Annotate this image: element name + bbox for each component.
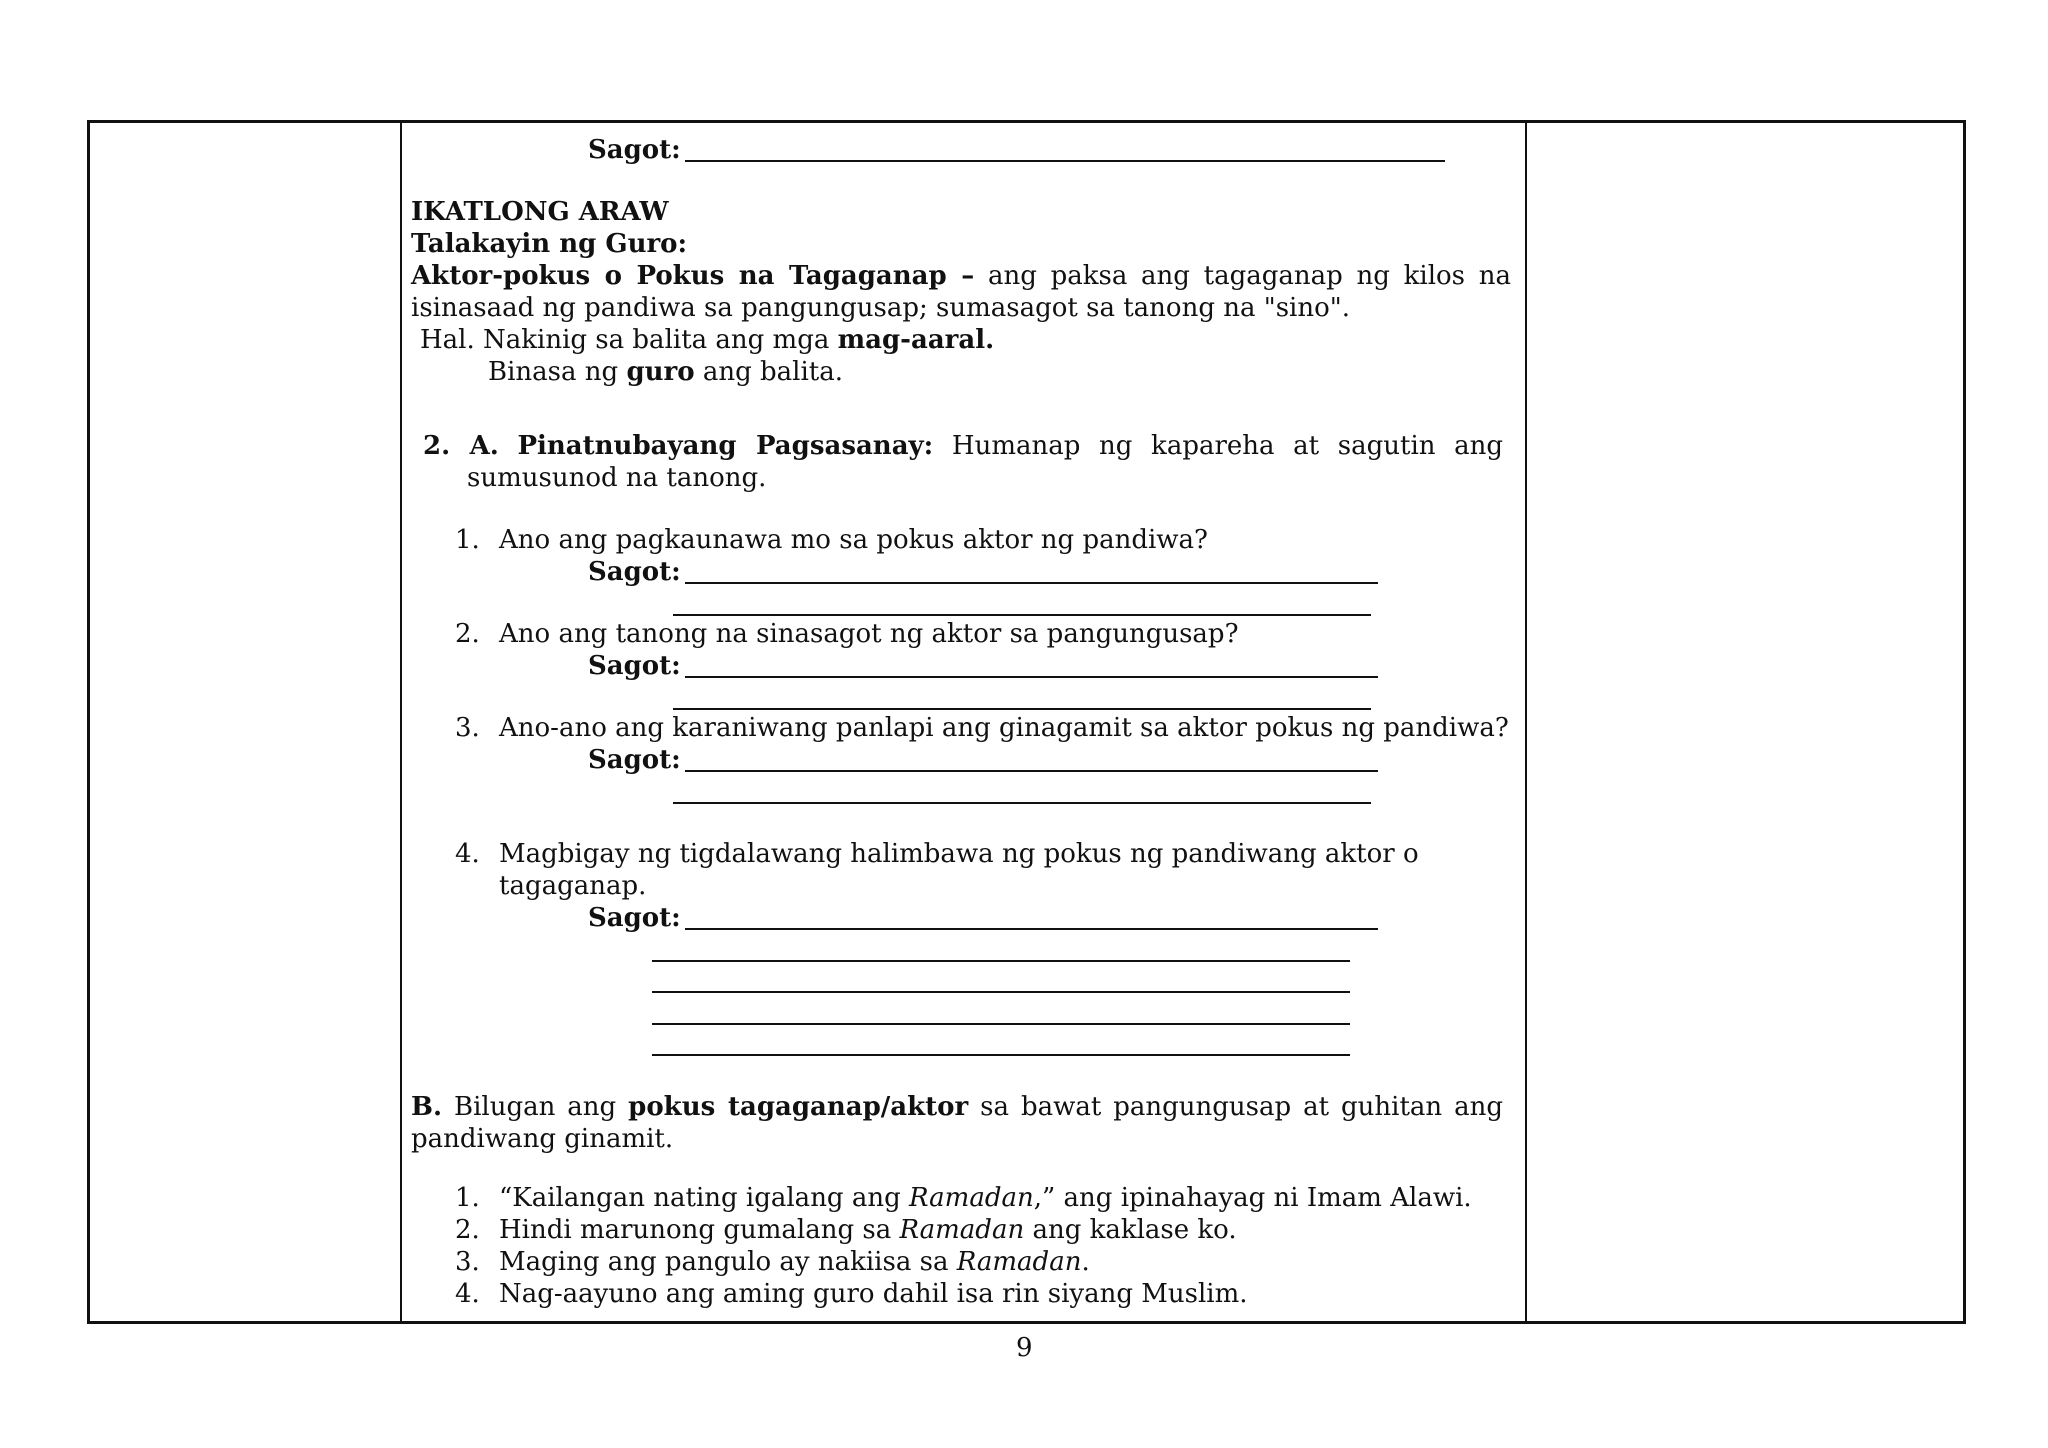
section-b-emphasis: pokus tagaganap/aktor bbox=[628, 1092, 969, 1122]
section-b-line-2: pandiwang ginamit. bbox=[411, 1124, 674, 1154]
sentence-text: “Kailangan nating igalang ang Ramadan,” ang ipinahayag ni Imam Alawi. bbox=[499, 1183, 1472, 1213]
question-number: 2. bbox=[455, 619, 480, 649]
section-a-line-1 bbox=[423, 430, 1503, 462]
answer-line[interactable] bbox=[652, 991, 1350, 993]
question-text: Ano ang tanong na sinasagot ng aktor sa pangungusap? bbox=[499, 619, 1239, 649]
teacher-discussion-label: Talakayin ng Guro: bbox=[411, 229, 688, 259]
question-number: 3. bbox=[455, 713, 480, 743]
definition-term: Aktor-pokus o Pokus na Tagaganap – bbox=[411, 261, 975, 291]
section-b-label: B. bbox=[411, 1092, 443, 1122]
sentence-text: Hindi marunong gumalang sa Ramadan ang kaklase ko. bbox=[499, 1215, 1237, 1245]
page-number: 9 bbox=[1016, 1333, 1033, 1363]
sagot-label: Sagot: bbox=[588, 135, 681, 165]
question-text-continued: tagaganap. bbox=[499, 871, 647, 901]
answer-line[interactable] bbox=[673, 802, 1371, 804]
section-a-title: Pinatnubayang Pagsasanay: bbox=[517, 431, 934, 461]
answer-line[interactable] bbox=[685, 928, 1378, 930]
sentence-number: 2. bbox=[455, 1215, 480, 1245]
question-text: Ano-ano ang karaniwang panlapi ang ginagamit sa aktor pokus ng pandiwa? bbox=[499, 713, 1509, 743]
definition-text: ang paksa ang tagaganap ng kilos na bbox=[987, 261, 1511, 291]
definition-line-2: isinasaad ng pandiwa sa pangungusap; sumasagot sa tanong na "sino". bbox=[411, 293, 1350, 323]
answer-line[interactable] bbox=[652, 960, 1350, 962]
example-1: Hal. Nakinig sa balita ang mga mag-aaral. bbox=[420, 325, 995, 355]
sagot-label: Sagot: bbox=[588, 557, 681, 587]
sagot-label: Sagot: bbox=[588, 651, 681, 681]
section-b-line-1: B. Bilugan ang pokus tagaganap/aktor sa bawat pangungusap at guhitan ang bbox=[411, 1092, 1503, 1122]
question-text: Magbigay ng tigdalawang halimbawa ng pokus ng pandiwang aktor o bbox=[499, 839, 1419, 869]
section-a-instruction: Humanap ng kapareha at sagutin ang bbox=[951, 431, 1504, 461]
definition-line-1 bbox=[411, 260, 1511, 292]
answer-line[interactable] bbox=[673, 708, 1371, 710]
column-divider-left bbox=[400, 123, 402, 1321]
example-2: Binasa ng guro ang balita. bbox=[488, 357, 843, 387]
sentence-number: 4. bbox=[455, 1279, 480, 1309]
answer-line[interactable] bbox=[685, 676, 1378, 678]
question-number: 1. bbox=[455, 525, 480, 555]
sagot-label: Sagot: bbox=[588, 903, 681, 933]
answer-line[interactable] bbox=[685, 770, 1378, 772]
answer-line[interactable] bbox=[685, 582, 1378, 584]
section-a-line-2: sumusunod na tanong. bbox=[467, 463, 767, 493]
sentence-text: Nag-aayuno ang aming guro dahil isa rin siyang Muslim. bbox=[499, 1279, 1248, 1309]
sentence-number: 3. bbox=[455, 1247, 480, 1277]
day-heading: IKATLONG ARAW bbox=[411, 197, 669, 227]
sentence-text: Maging ang pangulo ay nakiisa sa Ramadan. bbox=[499, 1247, 1090, 1277]
question-number: 4. bbox=[455, 839, 480, 869]
column-divider-right bbox=[1525, 123, 1527, 1321]
sagot-label: Sagot: bbox=[588, 745, 681, 775]
question-text: Ano ang pagkaunawa mo sa pokus aktor ng pandiwa? bbox=[499, 525, 1208, 555]
answer-line[interactable] bbox=[652, 1054, 1350, 1056]
section-a-number: 2. A. bbox=[423, 431, 499, 461]
answer-line[interactable] bbox=[652, 1023, 1350, 1025]
sentence-number: 1. bbox=[455, 1183, 480, 1213]
answer-line[interactable] bbox=[673, 614, 1371, 616]
answer-line[interactable] bbox=[685, 160, 1445, 162]
